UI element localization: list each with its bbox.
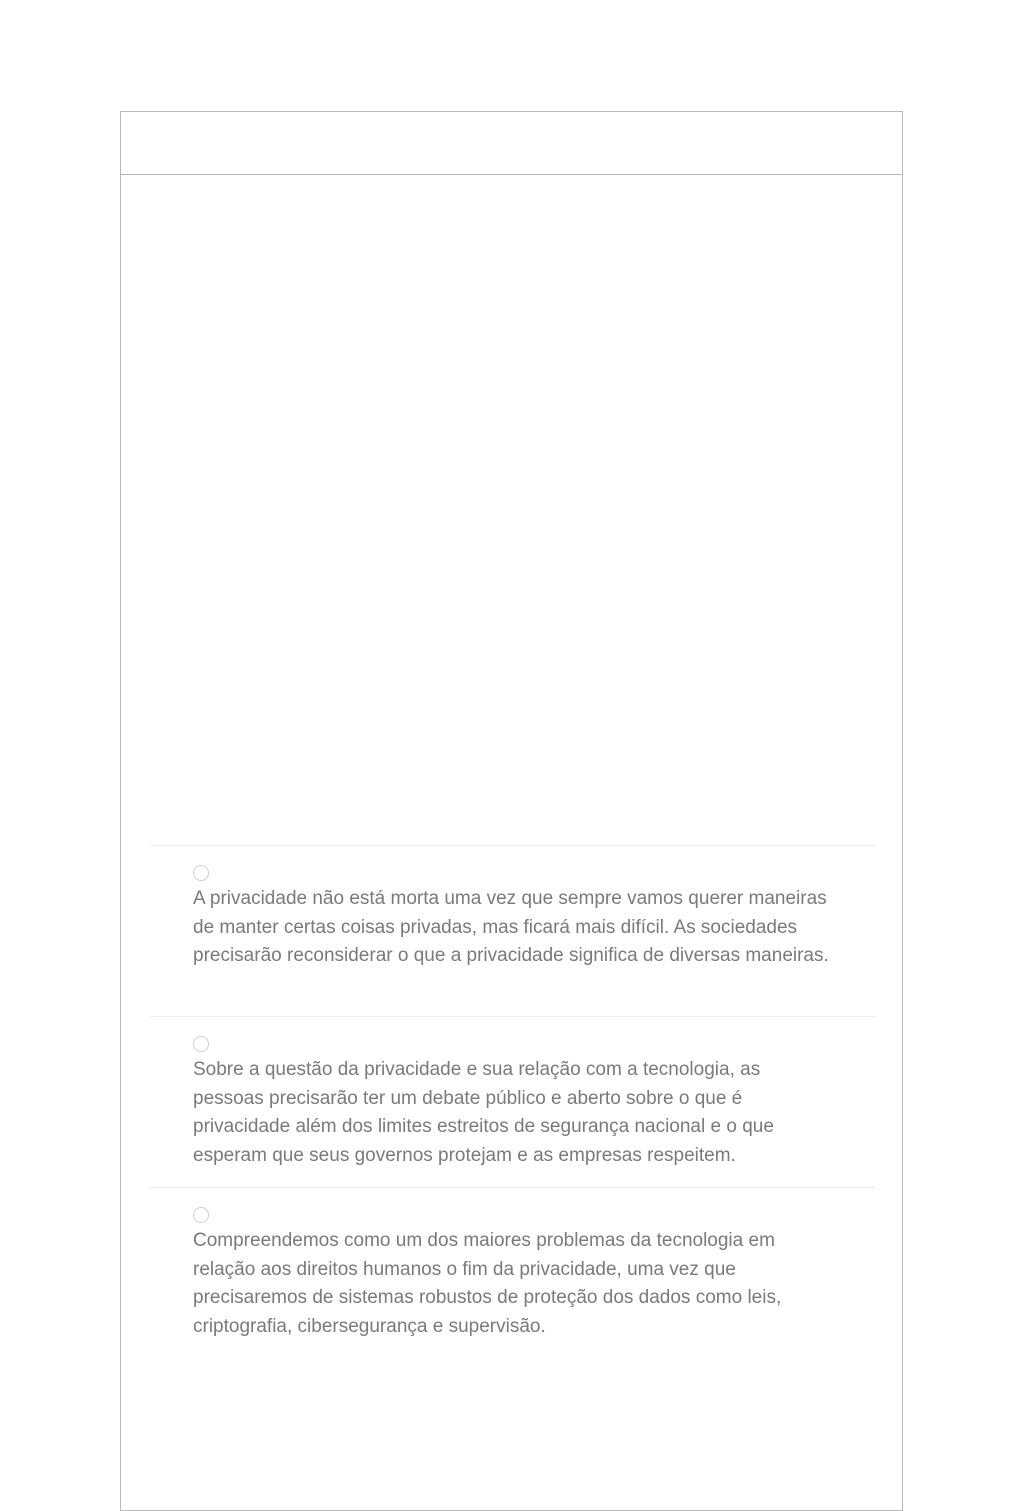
answer-option-1[interactable] [150, 845, 875, 1016]
radio-button-icon[interactable] [193, 865, 209, 881]
answer-option-2[interactable] [150, 1016, 875, 1187]
radio-button-icon[interactable] [193, 1207, 209, 1223]
answer-option-3[interactable] [150, 1187, 875, 1358]
answer-options-list [150, 845, 875, 1358]
radio-button-icon[interactable] [193, 1036, 209, 1052]
answer-option-text: Sobre a questão da privacidade e sua relação com a tecnologia, as pessoas precisarão ter um debate público e aberto sobre o que é privacidade além dos limites estreitos de segurança nacional e o que esperam que seus governos protejam e as empresas respeitem. [193, 1059, 774, 1166]
answer-option-text: Compreendemos como um dos maiores problemas da tecnologia em relação aos direitos humanos o fim da privacidade, uma vez que precisaremos de sistemas robustos de proteção dos dados como leis, criptografia, cibersegurança e supervisão. [193, 1230, 782, 1337]
question-header [121, 112, 902, 175]
question-card [120, 111, 903, 1511]
question-content-area [121, 175, 902, 845]
answer-option-text: A privacidade não está morta uma vez que sempre vamos querer maneiras de manter certas coisas privadas, mas ficará mais difícil. As sociedades precisarão reconsiderar o que a privacidade significa de diversas maneiras. [193, 888, 829, 967]
